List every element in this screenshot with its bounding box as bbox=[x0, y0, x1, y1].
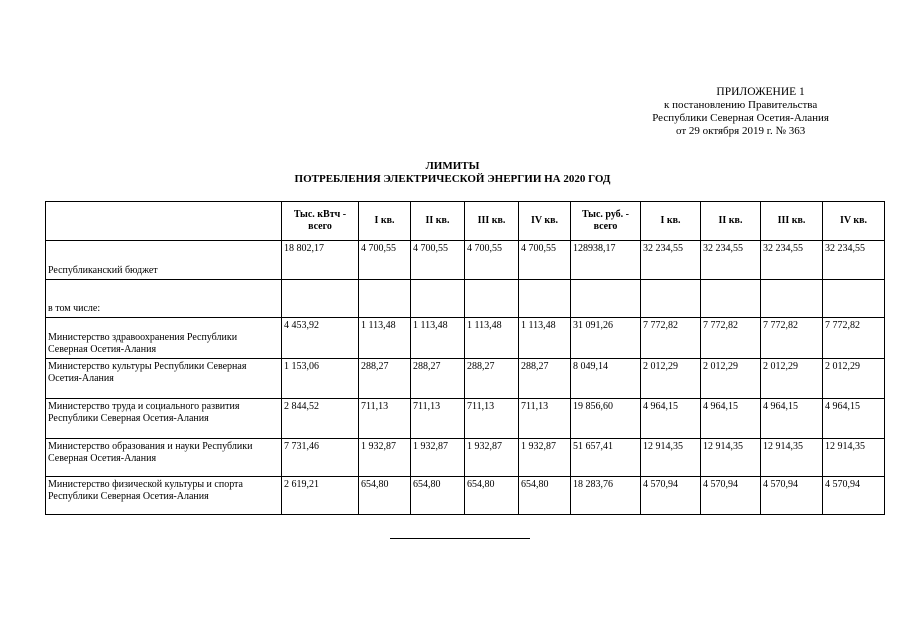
table-cell: 1 932,87 bbox=[411, 439, 465, 477]
header-cell bbox=[46, 202, 282, 241]
table-cell: 32 234,55 bbox=[641, 241, 701, 280]
table-cell: 7 772,82 bbox=[641, 318, 701, 359]
title-line-1: ЛИМИТЫ bbox=[425, 160, 480, 172]
table-cell: 2 844,52 bbox=[282, 399, 359, 439]
table-cell: 1 113,48 bbox=[465, 318, 519, 359]
table-cell: 2 012,29 bbox=[641, 359, 701, 399]
row-name: в том числе: bbox=[46, 280, 282, 318]
appendix-heading: ПРИЛОЖЕНИЕ 1 bbox=[716, 86, 805, 98]
appendix-line-2: Республики Северная Осетия-Алания bbox=[652, 112, 829, 124]
table-cell: 18 283,76 bbox=[571, 477, 641, 515]
table-cell: 288,27 bbox=[465, 359, 519, 399]
row-name: Республиканский бюджет bbox=[46, 241, 282, 280]
table-cell: 1 113,48 bbox=[519, 318, 571, 359]
table-cell: 1 932,87 bbox=[465, 439, 519, 477]
table-cell bbox=[761, 280, 823, 318]
header-cell: Тыс. кВтч - всего bbox=[282, 202, 359, 241]
row-name: Министерство труда и социального развития Республики Северная Осетия-Алания bbox=[46, 399, 282, 439]
table-cell: 711,13 bbox=[411, 399, 465, 439]
table-cell bbox=[282, 280, 359, 318]
header-cell: I кв. bbox=[641, 202, 701, 241]
table-row bbox=[46, 318, 885, 359]
table-cell bbox=[701, 280, 761, 318]
table-cell: 1 113,48 bbox=[411, 318, 465, 359]
table-cell: 12 914,35 bbox=[761, 439, 823, 477]
table-cell: 288,27 bbox=[359, 359, 411, 399]
table-cell: 4 964,15 bbox=[641, 399, 701, 439]
table-cell bbox=[823, 280, 885, 318]
table-cell: 654,80 bbox=[359, 477, 411, 515]
table-cell: 4 700,55 bbox=[519, 241, 571, 280]
table-row bbox=[46, 280, 885, 318]
row-name: Министерство образования и науки Республики Северная Осетия-Алания bbox=[46, 439, 282, 477]
table-cell: 711,13 bbox=[359, 399, 411, 439]
table-cell: 12 914,35 bbox=[701, 439, 761, 477]
row-name: Министерство физической культуры и спорта Республики Северная Осетия-Алания bbox=[46, 477, 282, 515]
table-cell: 288,27 bbox=[411, 359, 465, 399]
header-cell: I кв. bbox=[359, 202, 411, 241]
appendix-line-1: к постановлению Правительства bbox=[663, 99, 818, 111]
table-cell bbox=[571, 280, 641, 318]
table-cell bbox=[465, 280, 519, 318]
table-cell: 32 234,55 bbox=[761, 241, 823, 280]
table-cell: 7 772,82 bbox=[823, 318, 885, 359]
table-cell: 654,80 bbox=[519, 477, 571, 515]
table-cell: 288,27 bbox=[519, 359, 571, 399]
header-cell: Тыс. руб. - всего bbox=[571, 202, 641, 241]
header-cell: III кв. bbox=[465, 202, 519, 241]
table-cell: 51 657,41 bbox=[571, 439, 641, 477]
table-cell: 1 113,48 bbox=[359, 318, 411, 359]
table-cell: 4 700,55 bbox=[465, 241, 519, 280]
document-title bbox=[0, 160, 905, 186]
table-cell: 7 731,46 bbox=[282, 439, 359, 477]
table-cell: 4 964,15 bbox=[761, 399, 823, 439]
table-cell: 4 570,94 bbox=[823, 477, 885, 515]
row-name: Министерство здравоохранения Республики Северная Осетия-Алания bbox=[46, 318, 282, 359]
table-cell: 32 234,55 bbox=[701, 241, 761, 280]
table-cell: 654,80 bbox=[411, 477, 465, 515]
table-cell: 19 856,60 bbox=[571, 399, 641, 439]
table-cell bbox=[641, 280, 701, 318]
header-cell: IV кв. bbox=[823, 202, 885, 241]
table-cell: 18 802,17 bbox=[282, 241, 359, 280]
table-cell: 4 964,15 bbox=[701, 399, 761, 439]
table-cell: 2 012,29 bbox=[761, 359, 823, 399]
table-header-row bbox=[46, 202, 885, 241]
table-row bbox=[46, 439, 885, 477]
header-cell: IV кв. bbox=[519, 202, 571, 241]
table-cell: 1 932,87 bbox=[359, 439, 411, 477]
table-cell: 4 700,55 bbox=[411, 241, 465, 280]
table-cell bbox=[519, 280, 571, 318]
table-cell: 8 049,14 bbox=[571, 359, 641, 399]
table-cell: 4 453,92 bbox=[282, 318, 359, 359]
table-cell: 12 914,35 bbox=[823, 439, 885, 477]
table-cell: 2 012,29 bbox=[701, 359, 761, 399]
table-cell: 4 700,55 bbox=[359, 241, 411, 280]
table-cell: 7 772,82 bbox=[701, 318, 761, 359]
table-cell bbox=[359, 280, 411, 318]
table-cell: 654,80 bbox=[465, 477, 519, 515]
header-cell: II кв. bbox=[411, 202, 465, 241]
table-cell: 2 619,21 bbox=[282, 477, 359, 515]
table-cell: 12 914,35 bbox=[641, 439, 701, 477]
table-cell: 2 012,29 bbox=[823, 359, 885, 399]
end-rule bbox=[390, 538, 530, 539]
table-cell bbox=[411, 280, 465, 318]
table-cell: 1 932,87 bbox=[519, 439, 571, 477]
header-cell: III кв. bbox=[761, 202, 823, 241]
table-row bbox=[46, 241, 885, 280]
table-cell: 711,13 bbox=[519, 399, 571, 439]
table-cell: 128938,17 bbox=[571, 241, 641, 280]
table-cell: 4 570,94 bbox=[641, 477, 701, 515]
table-cell: 1 153,06 bbox=[282, 359, 359, 399]
title-line-2: ПОТРЕБЛЕНИЯ ЭЛЕКТРИЧЕСКОЙ ЭНЕРГИИ НА 2020 ГОД bbox=[294, 173, 611, 185]
table-cell: 4 570,94 bbox=[761, 477, 823, 515]
table-cell: 4 964,15 bbox=[823, 399, 885, 439]
row-name: Министерство культуры Республики Северная Осетия-Алания bbox=[46, 359, 282, 399]
table-row bbox=[46, 399, 885, 439]
table-cell: 31 091,26 bbox=[571, 318, 641, 359]
table-cell: 4 570,94 bbox=[701, 477, 761, 515]
table-cell: 32 234,55 bbox=[823, 241, 885, 280]
table-row bbox=[46, 359, 885, 399]
table-cell: 7 772,82 bbox=[761, 318, 823, 359]
appendix-line-3: от 29 октября 2019 г. № 363 bbox=[675, 125, 806, 137]
table-row bbox=[46, 477, 885, 515]
appendix-block bbox=[652, 86, 829, 138]
header-cell: II кв. bbox=[701, 202, 761, 241]
table-cell: 711,13 bbox=[465, 399, 519, 439]
limits-table bbox=[45, 201, 885, 515]
